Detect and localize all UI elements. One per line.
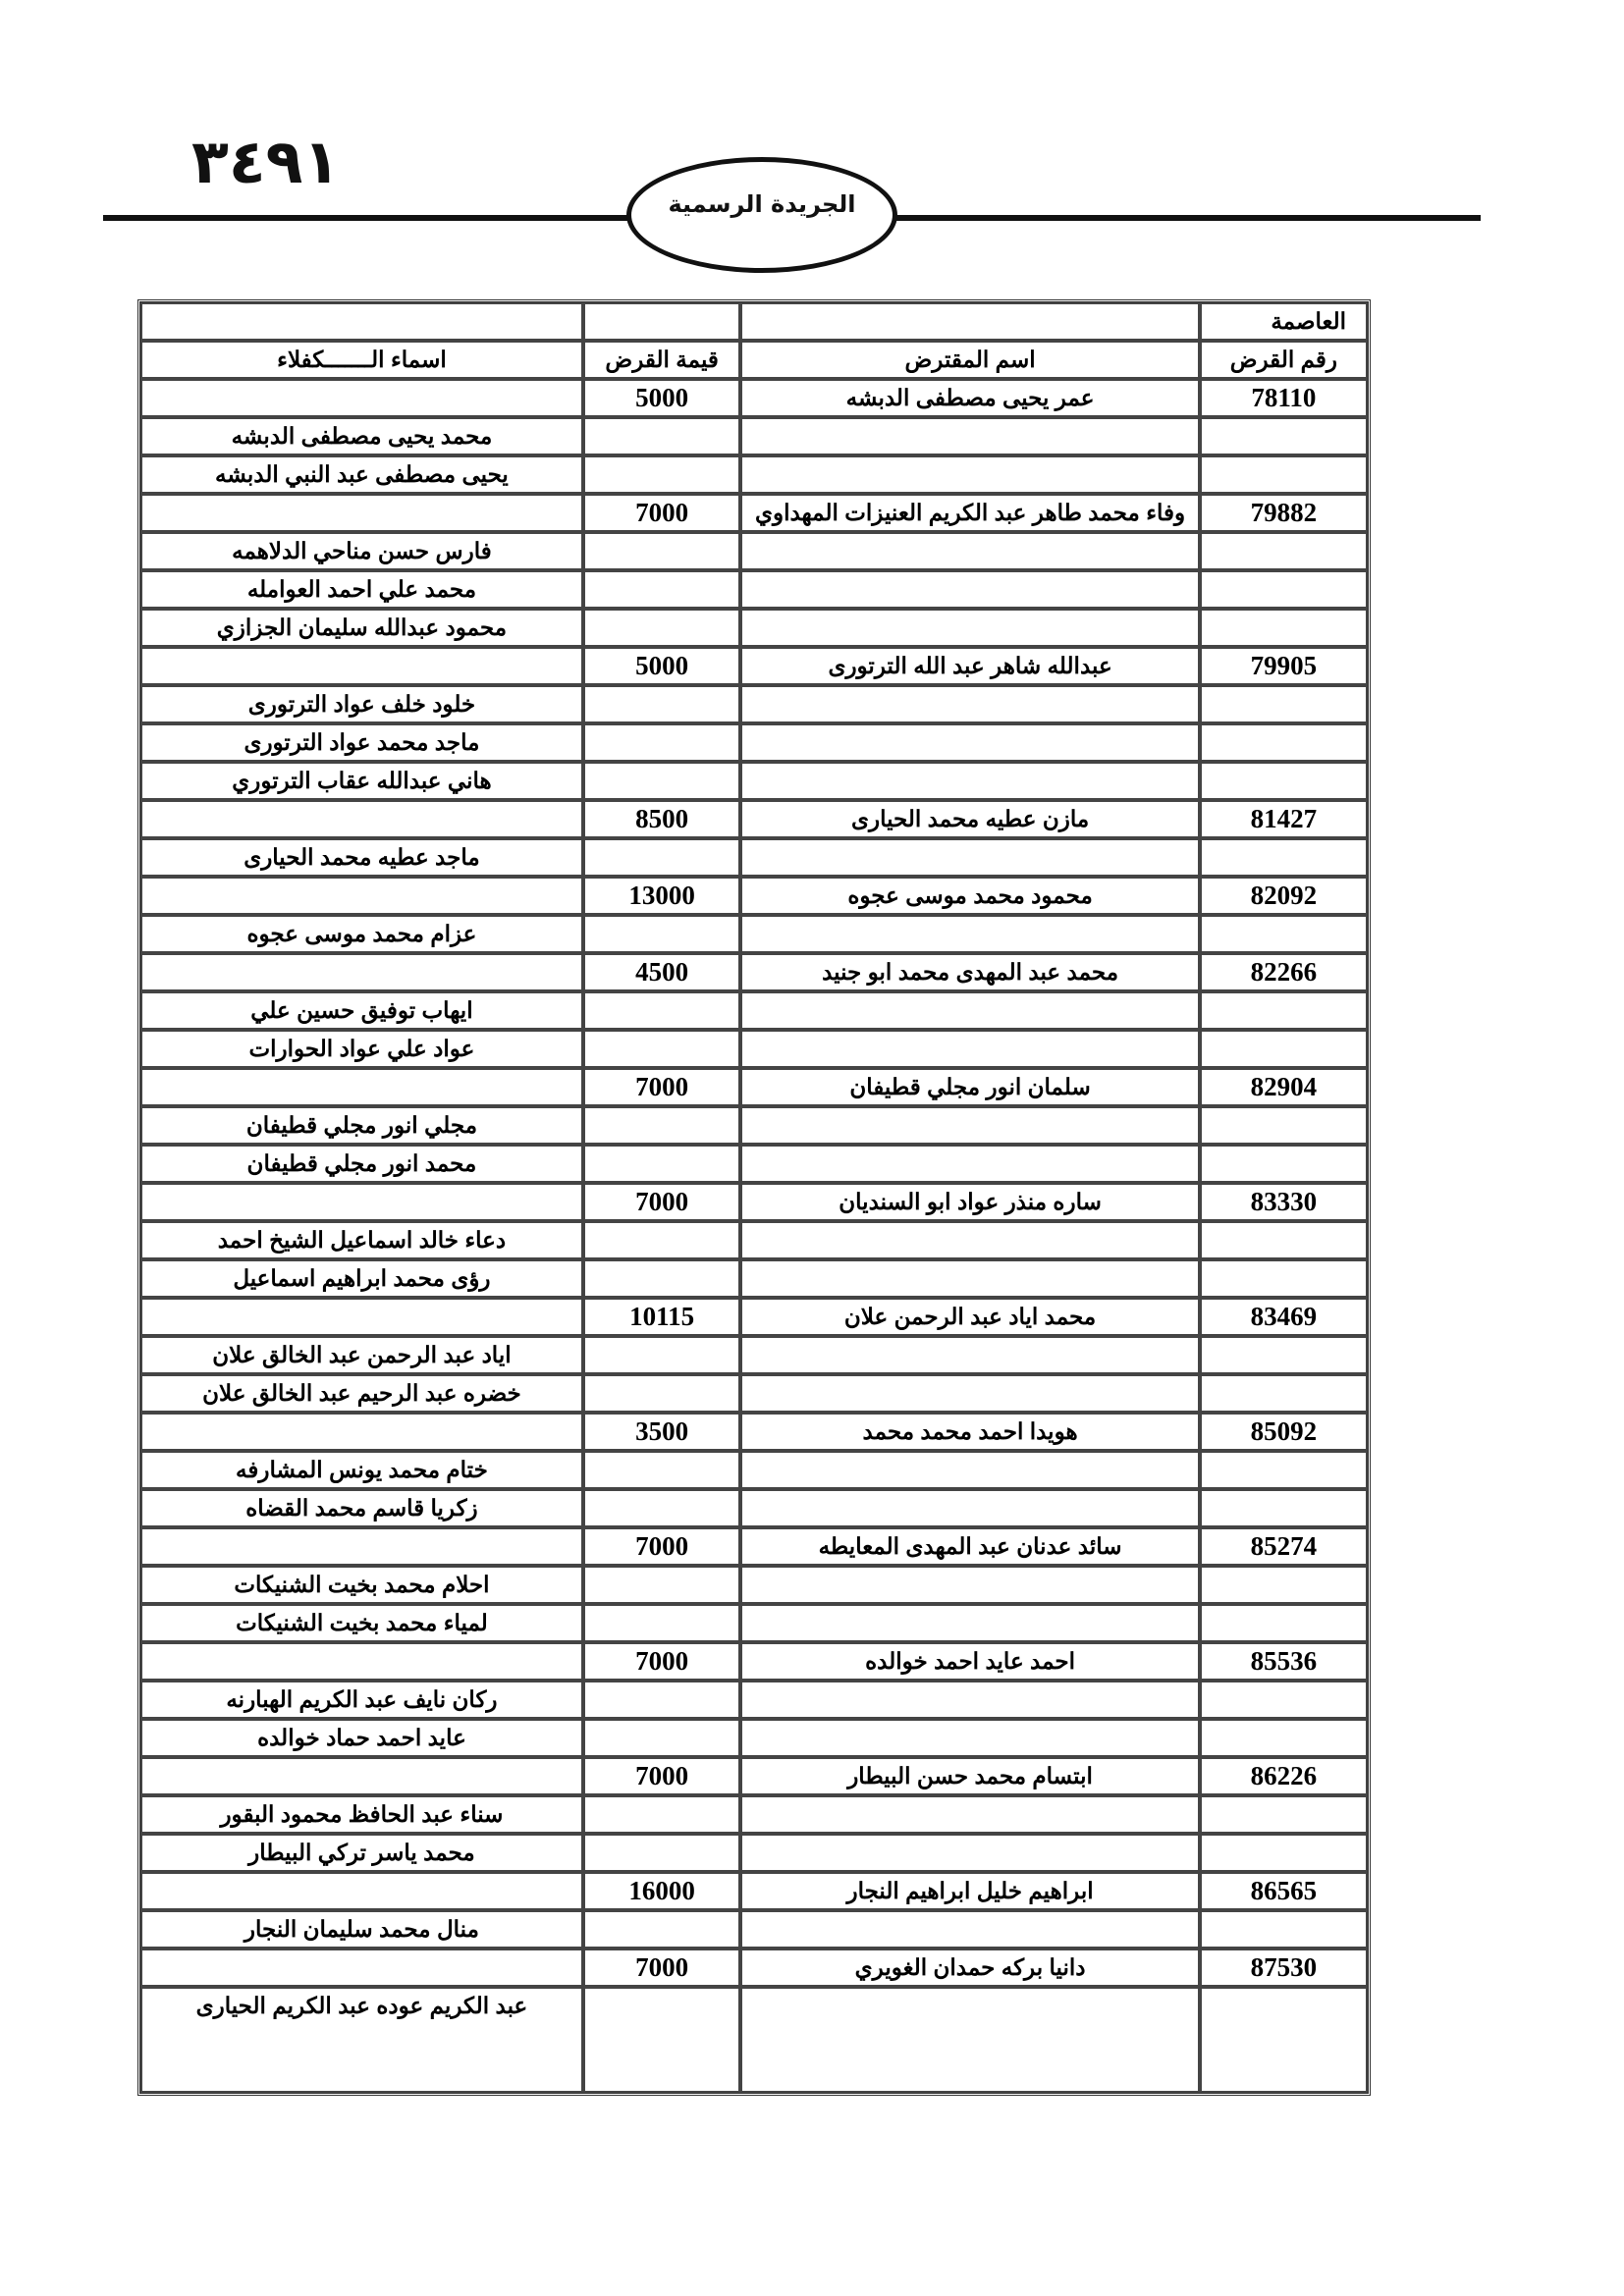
loan-row [140, 1298, 1368, 1336]
loan-amount: 16000 [583, 1872, 741, 1910]
loan-row [140, 1527, 1368, 1566]
guarantor-row [140, 417, 1368, 455]
guarantor-name: عايد احمد حماد خوالده [140, 1719, 583, 1757]
loan-amount: 7000 [583, 1183, 741, 1221]
col-amount: قيمة القرض [583, 341, 741, 379]
loan-amount: 3500 [583, 1413, 741, 1451]
loan-row [140, 1068, 1368, 1106]
loan-row [140, 1413, 1368, 1451]
loan-number: 86565 [1200, 1872, 1368, 1910]
borrower-name: وفاء محمد طاهر عبد الكريم العنيزات المهداوي [740, 494, 1199, 532]
borrower-name: ابتسام محمد حسن البيطار [740, 1757, 1199, 1795]
borrower-name: ابراهيم خليل ابراهيم النجار [740, 1872, 1199, 1910]
guarantor-row [140, 1834, 1368, 1872]
loan-amount: 7000 [583, 1949, 741, 1987]
borrower-name: هويدا احمد محمد محمد [740, 1413, 1199, 1451]
guarantor-row [140, 991, 1368, 1030]
borrower-name: سائد عدنان عبد المهدى المعايطه [740, 1527, 1199, 1566]
guarantor-name: محمد انور مجلي قطيفان [140, 1145, 583, 1183]
guarantor-row [140, 1336, 1368, 1374]
loan-number: 85274 [1200, 1527, 1368, 1566]
loan-row [140, 379, 1368, 417]
loan-number: 79882 [1200, 494, 1368, 532]
loan-number: 82092 [1200, 877, 1368, 915]
region-row [140, 302, 1368, 341]
loan-amount: 5000 [583, 647, 741, 685]
page-number: ٣٤٩١ [191, 126, 341, 197]
loan-number: 79905 [1200, 647, 1368, 685]
header-row [140, 341, 1368, 379]
guarantor-row [140, 1106, 1368, 1145]
guarantor-name: عواد علي عواد الحوارات [140, 1030, 583, 1068]
guarantor-name: احلام محمد بخيت الشنيكات [140, 1566, 583, 1604]
guarantor-name: محمد ياسر تركي البيطار [140, 1834, 583, 1872]
guarantor-name: زكريا قاسم محمد القضاه [140, 1489, 583, 1527]
loan-row [140, 953, 1368, 991]
loan-number: 83469 [1200, 1298, 1368, 1336]
col-loan-no: رقم القرض [1200, 341, 1368, 379]
guarantor-row [140, 1030, 1368, 1068]
guarantor-row [140, 1451, 1368, 1489]
loan-amount: 7000 [583, 1757, 741, 1795]
loan-amount: 8500 [583, 800, 741, 838]
loan-row [140, 1642, 1368, 1681]
loan-row [140, 1183, 1368, 1221]
borrower-name: مازن عطيه محمد الحيارى [740, 800, 1199, 838]
guarantor-name: هاني عبدالله عقاب الترتوري [140, 762, 583, 800]
loan-number: 85092 [1200, 1413, 1368, 1451]
loan-number: 87530 [1200, 1949, 1368, 1987]
guarantor-name: خضره عبد الرحيم عبد الخالق علان [140, 1374, 583, 1413]
loan-amount: 7000 [583, 494, 741, 532]
loan-number: 82904 [1200, 1068, 1368, 1106]
guarantor-name: اياد عبد الرحمن عبد الخالق علان [140, 1336, 583, 1374]
guarantor-name: خلود خلف عواد الترتورى [140, 685, 583, 723]
col-guarantors: اسماء الـــــــكفلاء [140, 341, 583, 379]
guarantor-row [140, 455, 1368, 494]
guarantor-name: لمياء محمد بخيت الشنيكات [140, 1604, 583, 1642]
guarantor-name: ركان نايف عبد الكريم الهبارنه [140, 1681, 583, 1719]
loan-row [140, 800, 1368, 838]
guarantor-row [140, 1566, 1368, 1604]
guarantor-row [140, 1795, 1368, 1834]
loan-row [140, 1872, 1368, 1910]
guarantor-name: محمود عبدالله سليمان الجزازي [140, 609, 583, 647]
borrower-name: احمد عايد احمد خوالده [740, 1642, 1199, 1681]
borrower-name: دانيا بركه حمدان الغويري [740, 1949, 1199, 1987]
guarantor-row [140, 1374, 1368, 1413]
col-borrower: اسم المقترض [740, 341, 1199, 379]
guarantor-name: دعاء خالد اسماعيل الشيخ احمد [140, 1221, 583, 1259]
guarantor-row [140, 532, 1368, 570]
guarantor-name: سناء عبد الحافظ محمود البقور [140, 1795, 583, 1834]
loan-number: 85536 [1200, 1642, 1368, 1681]
borrower-name: محمد عبد المهدى محمد ابو جنيد [740, 953, 1199, 991]
guarantor-name: محمد علي احمد العوامله [140, 570, 583, 609]
guarantor-name: رؤى محمد ابراهيم اسماعيل [140, 1259, 583, 1298]
loan-number: 83330 [1200, 1183, 1368, 1221]
loan-amount: 5000 [583, 379, 741, 417]
guarantor-row [140, 1145, 1368, 1183]
guarantor-row [140, 1604, 1368, 1642]
guarantor-row [140, 609, 1368, 647]
guarantor-name: يحيى مصطفى عبد النبي الدبشه [140, 455, 583, 494]
guarantor-name: ماجد عطيه محمد الحيارى [140, 838, 583, 877]
guarantor-name: عزام محمد موسى عجوه [140, 915, 583, 953]
guarantor-row [140, 762, 1368, 800]
guarantor-name: فارس حسن مناحي الدلاهمه [140, 532, 583, 570]
loan-number: 81427 [1200, 800, 1368, 838]
borrower-name: سلمان انور مجلي قطيفان [740, 1068, 1199, 1106]
loan-number: 78110 [1200, 379, 1368, 417]
loan-row [140, 1949, 1368, 1987]
guarantor-row [140, 723, 1368, 762]
guarantor-row [140, 838, 1368, 877]
guarantor-name: ايهاب توفيق حسين علي [140, 991, 583, 1030]
borrower-name: محمود محمد موسى عجوه [740, 877, 1199, 915]
loan-amount: 10115 [583, 1298, 741, 1336]
guarantor-name: ختام محمد يونس المشارفه [140, 1451, 583, 1489]
loan-row [140, 494, 1368, 532]
borrower-name: ساره منذر عواد ابو السنديان [740, 1183, 1199, 1221]
publication-title: الجريدة الرسمية [668, 190, 856, 218]
guarantor-row [140, 1259, 1368, 1298]
loan-row [140, 1757, 1368, 1795]
publication-title-oval [626, 157, 897, 273]
guarantor-row [140, 1987, 1368, 2093]
loans-table [137, 299, 1371, 2096]
guarantor-name: منال محمد سليمان النجار [140, 1910, 583, 1949]
loan-amount: 7000 [583, 1642, 741, 1681]
borrower-name: محمد اياد عبد الرحمن علان [740, 1298, 1199, 1336]
guarantor-row [140, 570, 1368, 609]
guarantor-row [140, 915, 1368, 953]
guarantor-row [140, 1681, 1368, 1719]
guarantor-name: محمد يحيى مصطفى الدبشه [140, 417, 583, 455]
loan-amount: 7000 [583, 1068, 741, 1106]
guarantor-row [140, 1719, 1368, 1757]
loan-row [140, 647, 1368, 685]
borrower-name: عمر يحيى مصطفى الدبشه [740, 379, 1199, 417]
loan-number: 82266 [1200, 953, 1368, 991]
loan-amount: 13000 [583, 877, 741, 915]
loan-amount: 4500 [583, 953, 741, 991]
loan-row [140, 877, 1368, 915]
guarantor-row [140, 1221, 1368, 1259]
guarantor-name: ماجد محمد عواد الترتورى [140, 723, 583, 762]
loan-amount: 7000 [583, 1527, 741, 1566]
region-label: العاصمة [1200, 302, 1368, 341]
guarantor-name: عبد الكريم عوده عبد الكريم الحيارى [140, 1987, 583, 2093]
loan-number: 86226 [1200, 1757, 1368, 1795]
guarantor-row [140, 1910, 1368, 1949]
guarantor-row [140, 685, 1368, 723]
borrower-name: عبدالله شاهر عبد الله الترتورى [740, 647, 1199, 685]
guarantor-name: مجلي انور مجلي قطيفان [140, 1106, 583, 1145]
guarantor-row [140, 1489, 1368, 1527]
